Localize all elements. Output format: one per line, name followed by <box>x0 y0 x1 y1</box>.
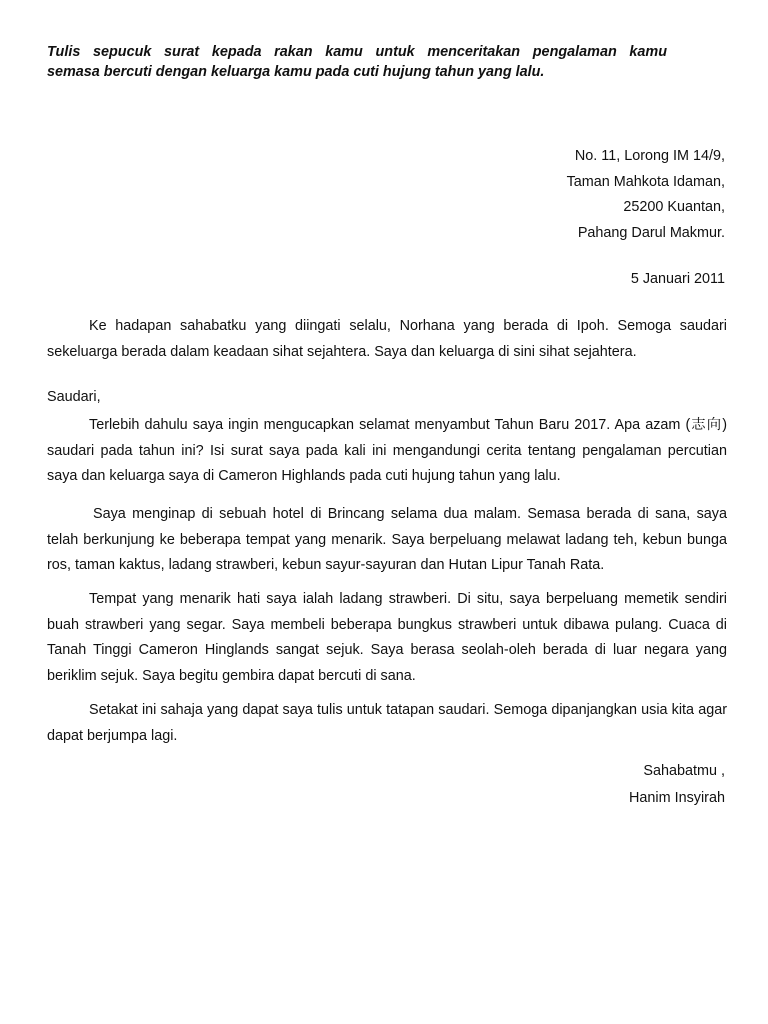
paragraph-2: Saya menginap di sebuah hotel di Brincang selama dua malam. Semasa berada di sana, saya telah berkunjung ke beberapa tempat yang menarik. Saya berpeluang melawat ladang teh, kebun bunga ros, taman kaktus, ladang strawberi, kebun sayur-sayuran dan Hutan Lipur Tanah Rata. <box>47 506 727 573</box>
address-line: No. 11, Lorong IM 14/9, <box>574 148 725 164</box>
address-line: 25200 Kuantan, <box>623 199 725 215</box>
sender-address <box>567 144 725 246</box>
paragraph-3: Tempat yang menarik hati saya ialah ladang strawberi. Di situ, saya berpeluang memetik sendiri buah strawberi yang segar. Saya membeli beberapa bungkus strawberi untuk dibawa pulang. Cuaca di Tanah Tinggi Cameron Hinglands sangat sejuk. Saya berasa seolah-oleh berada di luar negara yang beriklim sejuk. Saya begitu gembira dapat bercuti di sana. <box>47 591 727 684</box>
closing-phrase: Sahabatmu , <box>643 763 725 779</box>
paragraph-1: Terlebih dahulu saya ingin mengucapkan selamat menyambut Tahun Baru 2017. Apa azam (志向) saudari pada tahun ini? Isi surat saya pada kali ini mengandungi cerita tentang pengalaman percutian saya dan keluarga saya di Cameron Highlands pada cuti hujung tahun yang lalu. <box>47 417 727 484</box>
essay-prompt <box>47 42 667 82</box>
letter-date: 5 Januari 2011 <box>630 271 725 287</box>
prompt-line-2: semasa bercuti dengan keluarga kamu pada cuti hujung tahun yang lalu. <box>47 64 545 80</box>
address-line: Taman Mahkota Idaman, <box>566 173 725 190</box>
prompt-line-1: Tulis sepucuk surat kepada rakan kamu untuk menceritakan pengalaman kamu <box>47 44 667 60</box>
greeting-paragraph: Ke hadapan sahabatku yang diingati selalu, Norhana yang berada di Ipoh. Semoga saudari sekeluarga berada dalam keadaan sihat sejahtera. Saya dan keluarga di sini sihat sejahtera. <box>47 318 727 360</box>
salutation: Saudari, <box>47 389 101 405</box>
closing-block <box>629 758 725 812</box>
paragraph-4: Setakat ini sahaja yang dapat saya tulis untuk tatapan saudari. Semoga dipanjangkan usia kita agar dapat berjumpa lagi. <box>47 702 727 744</box>
signature-name: Hanim Insyirah <box>629 790 725 806</box>
address-line: Pahang Darul Makmur. <box>577 224 725 241</box>
